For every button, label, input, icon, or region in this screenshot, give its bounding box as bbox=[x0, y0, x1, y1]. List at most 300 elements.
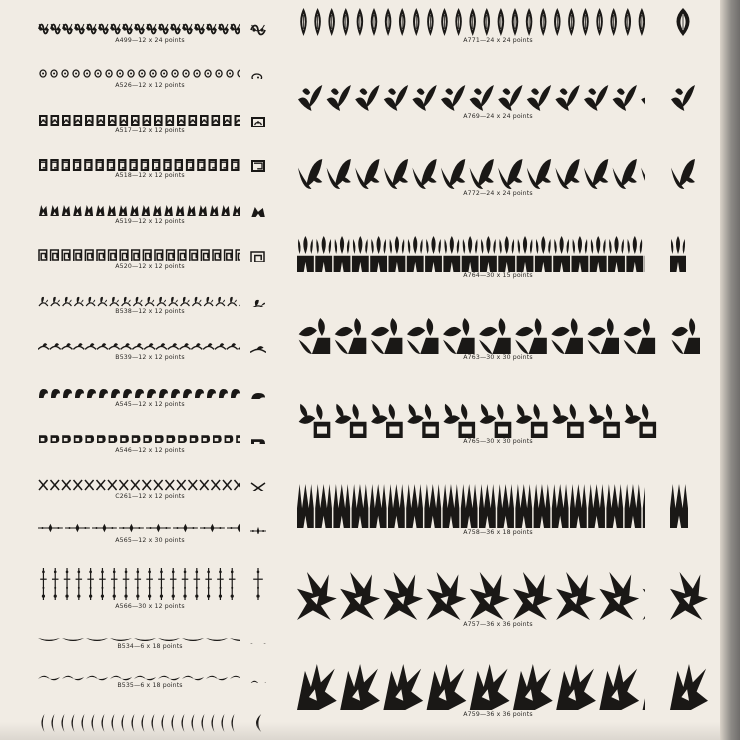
round-scroll-icon bbox=[235, 115, 241, 126]
fleuron-icon bbox=[187, 205, 195, 216]
chain-link-icon bbox=[238, 70, 240, 77]
wave-scroll-icon bbox=[219, 389, 228, 398]
wheat-leaf-icon bbox=[587, 318, 619, 354]
sawtooth-icon bbox=[552, 484, 569, 528]
lightning-burst-icon bbox=[297, 664, 645, 710]
swag-icon bbox=[134, 638, 156, 641]
wave-swash-icon bbox=[62, 676, 84, 681]
fleuron-icon bbox=[107, 205, 115, 216]
cross-drop-icon bbox=[229, 568, 236, 600]
sawtooth-icon bbox=[461, 484, 478, 528]
tulip-leaf-icon bbox=[298, 85, 322, 111]
seed-drop-icon bbox=[596, 8, 602, 36]
seed-drop-icon bbox=[357, 8, 363, 36]
cross-drop-icon bbox=[146, 568, 153, 600]
chain-link-icon bbox=[205, 70, 211, 77]
wave-scroll-icon bbox=[87, 389, 96, 398]
wheat-block-icon bbox=[670, 236, 686, 272]
cross-drop-icon bbox=[123, 568, 130, 600]
chain-link-icon bbox=[139, 70, 145, 77]
wheat-leaf-icon bbox=[672, 318, 701, 354]
cross-drop-icon bbox=[99, 568, 106, 600]
swag-icon bbox=[230, 638, 240, 641]
wheat-leaf-icon bbox=[335, 318, 367, 354]
dotted-cross-icon bbox=[119, 524, 144, 532]
leaf-sprig-icon bbox=[192, 297, 201, 306]
wheat-cluster-icon bbox=[299, 404, 331, 438]
wheat-leaf-icon bbox=[551, 318, 583, 354]
leaf-sprig-icon bbox=[250, 298, 266, 307]
cross-drop-icon bbox=[38, 568, 240, 600]
hook-scroll-icon bbox=[39, 435, 48, 443]
seed-drop-icon bbox=[343, 8, 349, 36]
key-pattern-icon bbox=[213, 250, 221, 261]
wheat-cluster-icon bbox=[516, 404, 548, 438]
round-scroll-icon bbox=[251, 117, 265, 127]
square-scroll-icon bbox=[209, 159, 217, 171]
lightning-burst-icon bbox=[340, 664, 380, 710]
seed-drop-icon bbox=[297, 8, 645, 36]
cross-x-icon bbox=[189, 480, 198, 490]
wave-scroll-icon bbox=[195, 389, 204, 398]
round-scroll-icon bbox=[97, 115, 106, 126]
tulip-leaf-icon bbox=[297, 84, 645, 112]
key-pattern-border-strip bbox=[38, 249, 240, 262]
sawtooth-icon bbox=[424, 484, 441, 528]
wheat-block-icon bbox=[425, 236, 442, 272]
vine-icon bbox=[62, 343, 73, 349]
seed-drop-icon bbox=[413, 8, 419, 36]
key-pattern-icon bbox=[201, 250, 209, 261]
wheat-leaf-icon bbox=[515, 318, 547, 354]
corner-piece bbox=[670, 236, 686, 272]
key-pattern-icon bbox=[109, 250, 117, 261]
cross-drop-icon bbox=[52, 568, 59, 600]
wave-scroll-icon bbox=[75, 389, 84, 398]
corner-piece bbox=[250, 249, 266, 262]
dotted-cross-icon bbox=[200, 524, 225, 532]
square-scroll-icon bbox=[220, 159, 228, 171]
tulip-leaf-icon bbox=[327, 85, 351, 111]
swag-icon bbox=[38, 638, 60, 641]
hook-scroll-icon bbox=[178, 435, 187, 443]
round-scroll-icon bbox=[131, 115, 140, 126]
seed-drop-icon bbox=[540, 8, 546, 36]
wave-scroll-icon bbox=[159, 389, 168, 398]
wheat-cluster-icon bbox=[624, 404, 656, 438]
lightning-burst-icon bbox=[670, 664, 708, 710]
interlaced-scroll-icon bbox=[231, 24, 240, 34]
vine-icon bbox=[168, 343, 179, 349]
corner-piece bbox=[250, 204, 266, 217]
specimen-caption: A769—24 x 24 points bbox=[463, 113, 533, 120]
wheat-block-icon bbox=[352, 236, 369, 272]
leaf-pair-icon bbox=[670, 158, 696, 190]
square-scroll-icon bbox=[141, 159, 149, 171]
interlaced-scroll-icon bbox=[219, 24, 228, 34]
seed-drop-icon bbox=[677, 8, 690, 36]
seed-drop-icon bbox=[455, 8, 461, 36]
cross-x-icon bbox=[108, 480, 117, 490]
vine-border-strip bbox=[38, 341, 240, 353]
starburst-icon bbox=[670, 572, 708, 620]
key-pattern-icon bbox=[51, 250, 59, 261]
swag-icon bbox=[86, 638, 108, 641]
corner-piece bbox=[250, 22, 266, 36]
interlaced-scroll-icon bbox=[147, 24, 156, 34]
cross-drop-icon bbox=[87, 568, 94, 600]
dotted-cross-icon bbox=[250, 525, 266, 534]
hook-scroll-icon bbox=[155, 435, 164, 443]
specimen-caption: A546—12 x 12 points bbox=[115, 447, 185, 454]
key-pattern-icon bbox=[178, 250, 186, 261]
interlaced-scroll-icon bbox=[87, 24, 96, 34]
wheat-leaf-icon bbox=[670, 318, 700, 354]
hook-scroll-icon bbox=[213, 435, 222, 443]
wheat-block-border-strip bbox=[297, 236, 645, 272]
vine-icon bbox=[215, 343, 226, 349]
tulip-leaf-icon bbox=[355, 85, 379, 111]
wave-swash-icon bbox=[250, 678, 266, 683]
hook-scroll-icon bbox=[51, 435, 60, 443]
wheat-leaf-icon bbox=[371, 318, 403, 354]
square-scroll-icon bbox=[163, 159, 171, 171]
leaf-pair-icon bbox=[641, 159, 645, 189]
hook-scroll-icon bbox=[74, 435, 83, 443]
key-pattern-icon bbox=[85, 250, 93, 261]
leaf-pair-icon bbox=[412, 159, 436, 189]
interlaced-scroll-icon bbox=[38, 22, 240, 36]
interlaced-scroll-icon bbox=[99, 24, 108, 34]
chain-link-icon bbox=[51, 70, 57, 77]
key-pattern-icon bbox=[250, 251, 266, 262]
wave-scroll-icon bbox=[231, 389, 240, 398]
square-scroll-icon bbox=[129, 159, 137, 171]
wave-scroll-icon bbox=[171, 389, 180, 398]
tulip-leaf-icon bbox=[498, 85, 522, 111]
round-scroll-icon bbox=[143, 115, 152, 126]
key-pattern-icon bbox=[97, 250, 105, 261]
sawtooth-icon bbox=[406, 484, 423, 528]
square-scroll-icon bbox=[175, 159, 183, 171]
lightning-burst-icon bbox=[670, 664, 708, 710]
corner-piece bbox=[250, 158, 266, 172]
specimen-caption: A772—24 x 24 points bbox=[463, 190, 533, 197]
vine-icon bbox=[97, 343, 108, 349]
sawtooth-icon bbox=[315, 484, 332, 528]
leaf-pair-icon bbox=[327, 159, 351, 189]
cross-drop-icon bbox=[158, 568, 165, 600]
starburst-icon bbox=[556, 572, 596, 620]
wheat-block-icon bbox=[572, 236, 589, 272]
key-pattern-icon bbox=[236, 250, 240, 261]
hook-scroll-icon bbox=[62, 435, 71, 443]
wave-scroll-icon bbox=[183, 389, 192, 398]
dotted-cross-icon bbox=[227, 524, 240, 532]
starburst-icon bbox=[297, 572, 645, 620]
interlaced-scroll-icon bbox=[111, 24, 120, 34]
specimen-caption: A519—12 x 12 points bbox=[115, 218, 185, 225]
wave-swash-icon bbox=[206, 676, 228, 681]
fleuron-icon bbox=[210, 205, 218, 216]
tulip-leaf-icon bbox=[384, 85, 408, 111]
fleuron-border-strip bbox=[38, 204, 240, 217]
interlaced-scroll-icon bbox=[135, 24, 144, 34]
vine-icon bbox=[227, 343, 238, 349]
wave-scroll-icon bbox=[63, 389, 72, 398]
corner-piece bbox=[670, 664, 708, 710]
sawtooth-icon bbox=[625, 484, 642, 528]
cross-drop-icon bbox=[135, 568, 142, 600]
key-pattern-icon bbox=[251, 252, 264, 262]
wave-scroll-icon bbox=[251, 393, 265, 399]
wheat-block-icon bbox=[407, 236, 424, 272]
round-scroll-icon bbox=[51, 115, 60, 126]
wave-swash-icon bbox=[38, 676, 60, 681]
wheat-leaf-icon bbox=[299, 318, 331, 354]
sawtooth-icon bbox=[479, 484, 496, 528]
wheat-block-icon bbox=[608, 236, 625, 272]
hook-scroll-icon bbox=[190, 435, 199, 443]
cross-x-icon bbox=[97, 480, 106, 490]
leaf-sprig-icon bbox=[145, 297, 154, 306]
specimen-caption: A758—36 x 18 points bbox=[463, 529, 533, 536]
interlaced-scroll-icon bbox=[183, 24, 192, 34]
square-scroll-icon bbox=[96, 159, 104, 171]
cross-x-icon bbox=[212, 480, 221, 490]
wheat-cluster-icon bbox=[407, 404, 439, 438]
tulip-leaf-icon bbox=[527, 85, 551, 111]
specimen-caption: A764—30 x 15 points bbox=[463, 272, 533, 279]
cross-x-icon bbox=[177, 480, 186, 490]
fleuron-icon bbox=[176, 205, 184, 216]
leaf-pair-icon bbox=[584, 159, 608, 189]
wave-scroll-icon bbox=[123, 389, 132, 398]
lightning-burst-icon bbox=[427, 664, 467, 710]
square-scroll-icon bbox=[251, 160, 265, 172]
dotted-cross-icon bbox=[250, 527, 266, 534]
tulip-leaf-icon bbox=[470, 85, 494, 111]
dotted-cross-icon bbox=[173, 524, 198, 532]
hook-scroll-icon bbox=[97, 435, 106, 443]
wave-scroll-icon bbox=[99, 389, 108, 398]
starburst-icon bbox=[383, 572, 423, 620]
page-shadow bbox=[0, 722, 720, 740]
cross-drop-icon bbox=[64, 568, 71, 600]
square-scroll-icon bbox=[231, 159, 239, 171]
wheat-block-icon bbox=[315, 236, 332, 272]
wave-swash-icon bbox=[230, 676, 240, 681]
leaf-sprig-icon bbox=[98, 297, 107, 306]
lightning-burst-icon bbox=[513, 664, 553, 710]
wave-swash-icon bbox=[110, 676, 132, 681]
cross-drop-icon bbox=[76, 568, 83, 600]
starburst-icon bbox=[340, 572, 380, 620]
leaf-pair-icon bbox=[527, 159, 551, 189]
key-pattern-icon bbox=[143, 250, 151, 261]
square-scroll-icon bbox=[39, 159, 47, 171]
wave-swash-icon bbox=[182, 676, 204, 681]
leaf-pair-border-strip bbox=[297, 158, 645, 190]
vine-icon bbox=[144, 343, 155, 349]
chain-link-icon bbox=[40, 70, 46, 77]
wheat-leaf-icon bbox=[443, 318, 475, 354]
cross-x-icon bbox=[251, 483, 265, 491]
tulip-leaf-icon bbox=[584, 85, 608, 111]
seed-drop-icon bbox=[639, 8, 645, 36]
sawtooth-icon bbox=[388, 484, 405, 528]
cross-drop-icon bbox=[194, 568, 201, 600]
corner-piece bbox=[250, 433, 266, 444]
hook-scroll-icon bbox=[120, 435, 129, 443]
leaf-sprig-icon bbox=[86, 297, 95, 306]
key-pattern-icon bbox=[190, 250, 198, 261]
leaf-sprig-icon bbox=[51, 297, 60, 306]
cross-drop-icon bbox=[182, 568, 189, 600]
chain-link-icon bbox=[172, 70, 178, 77]
interlaced-scroll-icon bbox=[51, 24, 60, 34]
wheat-block-icon bbox=[297, 236, 645, 272]
lightning-burst-icon bbox=[470, 664, 510, 710]
leaf-pair-icon bbox=[441, 159, 465, 189]
sawtooth-icon bbox=[515, 484, 532, 528]
specimen-caption: A757—36 x 36 points bbox=[463, 621, 533, 628]
specimen-caption: C261—12 x 12 points bbox=[115, 493, 185, 500]
vine-icon bbox=[121, 343, 132, 349]
fleuron-icon bbox=[96, 205, 104, 216]
wheat-block-icon bbox=[626, 236, 643, 272]
wheat-block-icon bbox=[462, 236, 479, 272]
round-scroll-icon bbox=[250, 116, 266, 127]
interlaced-scroll-icon bbox=[63, 24, 72, 34]
tulip-leaf-icon bbox=[555, 85, 579, 111]
dotted-cross-icon bbox=[146, 524, 171, 532]
cross-x-icon bbox=[85, 480, 94, 490]
seed-drop-icon bbox=[427, 8, 433, 36]
seed-drop-icon bbox=[441, 8, 447, 36]
starburst-icon bbox=[297, 572, 337, 620]
fleuron-icon bbox=[142, 205, 150, 216]
leaf-pair-icon bbox=[555, 159, 579, 189]
leaf-pair-icon bbox=[671, 159, 695, 189]
seed-drop-icon bbox=[670, 8, 696, 36]
round-scroll-icon bbox=[120, 115, 129, 126]
cross-drop-icon bbox=[170, 568, 177, 600]
dotted-cross-icon bbox=[38, 524, 63, 532]
sawtooth-icon bbox=[297, 484, 314, 528]
cross-x-icon bbox=[62, 480, 71, 490]
swag-icon bbox=[182, 638, 204, 641]
seed-drop-icon bbox=[625, 8, 631, 36]
specimen-caption: A759—36 x 36 points bbox=[463, 711, 533, 718]
lightning-burst-icon bbox=[556, 664, 596, 710]
wheat-block-icon bbox=[535, 236, 552, 272]
vine-icon bbox=[203, 343, 214, 349]
hook-scroll-icon bbox=[38, 433, 240, 444]
vine-icon bbox=[73, 343, 84, 349]
sawtooth-icon bbox=[588, 484, 605, 528]
starburst-icon bbox=[643, 572, 645, 620]
wheat-block-icon bbox=[297, 236, 314, 272]
interlaced-scroll-icon bbox=[251, 25, 265, 35]
tulip-leaf-icon bbox=[412, 85, 436, 111]
interlaced-scroll-icon bbox=[39, 24, 48, 34]
seed-drop-icon bbox=[328, 8, 334, 36]
fleuron-icon bbox=[85, 205, 93, 216]
fleuron-icon bbox=[250, 206, 266, 217]
cross-drop-icon bbox=[111, 568, 118, 600]
starburst-border-strip bbox=[297, 572, 645, 620]
wheat-block-icon bbox=[553, 236, 570, 272]
chain-link-icon bbox=[252, 74, 262, 79]
corner-piece bbox=[250, 114, 266, 127]
cross-drop-icon bbox=[205, 568, 212, 600]
specimen-caption: A565—12 x 30 points bbox=[115, 537, 185, 544]
lightning-burst-icon bbox=[297, 664, 337, 710]
vine-icon bbox=[180, 343, 191, 349]
vine-icon bbox=[250, 346, 266, 352]
chain-link-icon bbox=[183, 70, 189, 77]
chain-link-icon bbox=[150, 70, 156, 77]
hook-scroll-icon bbox=[85, 435, 94, 443]
seed-drop-icon bbox=[300, 8, 306, 36]
round-scroll-icon bbox=[74, 115, 83, 126]
leaf-sprig-icon bbox=[133, 297, 142, 306]
round-scroll-icon bbox=[108, 115, 117, 126]
seed-drop-border-strip bbox=[297, 8, 645, 36]
starburst-icon bbox=[427, 572, 467, 620]
specimen-caption: A518—12 x 12 points bbox=[115, 172, 185, 179]
tulip-leaf-icon bbox=[441, 85, 465, 111]
cross-x-icon bbox=[120, 480, 129, 490]
seed-drop-icon bbox=[554, 8, 560, 36]
key-pattern-icon bbox=[167, 250, 175, 261]
chain-link-icon bbox=[95, 70, 101, 77]
chain-link-icon bbox=[106, 70, 112, 77]
hook-scroll-icon bbox=[201, 435, 210, 443]
interlaced-scroll-icon bbox=[159, 24, 168, 34]
tulip-leaf-icon bbox=[671, 85, 695, 111]
round-scroll-icon bbox=[223, 115, 232, 126]
wave-scroll-icon bbox=[135, 389, 144, 398]
cross-x-icon bbox=[51, 480, 60, 490]
wheat-cluster-border-strip bbox=[297, 402, 657, 438]
interlaced-scroll-icon bbox=[75, 24, 84, 34]
square-scroll-icon bbox=[62, 159, 70, 171]
tulip-leaf-icon bbox=[670, 84, 696, 112]
lightning-burst-icon bbox=[599, 664, 639, 710]
leaf-sprig-icon bbox=[110, 297, 119, 306]
wheat-block-icon bbox=[670, 236, 686, 272]
dotted-cross-icon bbox=[38, 522, 240, 534]
seed-drop-icon bbox=[399, 8, 405, 36]
lightning-burst-border-strip bbox=[297, 664, 645, 710]
corner-piece bbox=[670, 158, 696, 190]
wave-scroll-icon bbox=[111, 389, 120, 398]
fleuron-icon bbox=[50, 205, 58, 216]
round-scroll-border-strip bbox=[38, 114, 240, 127]
wheat-leaf-icon bbox=[297, 318, 659, 354]
wave-scroll-border-strip bbox=[38, 388, 240, 399]
corner-piece bbox=[670, 8, 696, 36]
dotted-cross-icon bbox=[65, 524, 90, 532]
square-scroll-border-strip bbox=[38, 158, 240, 172]
specimen-caption: A566—30 x 12 points bbox=[115, 603, 185, 610]
round-scroll-icon bbox=[38, 114, 240, 127]
dotted-cross-icon bbox=[92, 524, 117, 532]
vine-icon bbox=[156, 343, 167, 349]
leaf-pair-icon bbox=[297, 158, 645, 190]
